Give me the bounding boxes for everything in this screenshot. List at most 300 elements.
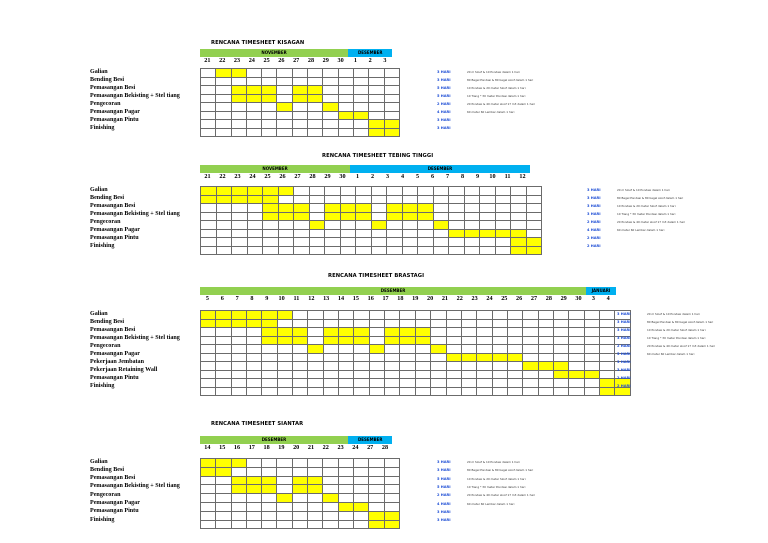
day-number: 10 bbox=[278, 295, 285, 302]
empty-cell bbox=[201, 111, 216, 120]
note-row bbox=[437, 466, 533, 474]
task-label: Pengecoran bbox=[90, 491, 121, 498]
task-label: Pemasangan Pintu bbox=[90, 508, 139, 515]
scheduled-cell bbox=[415, 336, 430, 345]
empty-cell bbox=[584, 319, 599, 328]
empty-cell bbox=[325, 229, 341, 238]
empty-cell bbox=[553, 379, 568, 388]
scheduled-cell bbox=[246, 86, 261, 95]
empty-cell bbox=[293, 353, 308, 362]
empty-cell bbox=[584, 353, 599, 362]
day-number: 9 bbox=[475, 173, 480, 180]
empty-cell bbox=[309, 238, 325, 247]
empty-cell bbox=[201, 246, 217, 255]
task-label: Bending Besi bbox=[90, 466, 125, 473]
empty-cell bbox=[323, 387, 338, 396]
scheduled-cell bbox=[262, 94, 277, 103]
empty-cell bbox=[308, 459, 323, 468]
empty-cell bbox=[369, 485, 384, 494]
empty-cell bbox=[339, 379, 354, 388]
note-row bbox=[617, 382, 647, 390]
empty-cell bbox=[246, 511, 261, 520]
empty-cell bbox=[507, 379, 522, 388]
day-number: 25 bbox=[263, 57, 270, 64]
empty-cell bbox=[338, 69, 353, 78]
empty-cell bbox=[356, 187, 372, 196]
note-text: 60 meter 60 Lembar dalam 1 hari bbox=[647, 352, 695, 356]
scheduled-cell bbox=[246, 94, 261, 103]
task-label: Pemasangan Pintu bbox=[90, 374, 139, 381]
empty-cell bbox=[263, 221, 279, 230]
empty-cell bbox=[433, 238, 449, 247]
day-number: 4 bbox=[606, 295, 610, 302]
day-number: 7 bbox=[235, 295, 239, 302]
day-header-row bbox=[200, 173, 530, 181]
scheduled-cell bbox=[216, 319, 231, 328]
empty-cell bbox=[338, 86, 353, 95]
schedule-title: RENCANA TIMESHEET SIANTAR bbox=[211, 421, 304, 427]
empty-cell bbox=[338, 94, 353, 103]
empty-cell bbox=[449, 212, 465, 221]
table-row bbox=[201, 345, 631, 354]
empty-cell bbox=[246, 459, 261, 468]
scheduled-cell bbox=[278, 212, 294, 221]
empty-cell bbox=[384, 77, 399, 86]
empty-cell bbox=[584, 362, 599, 371]
note-row bbox=[437, 500, 514, 508]
duration-badge: 3 HARI bbox=[437, 126, 451, 130]
empty-cell bbox=[369, 69, 384, 78]
empty-cell bbox=[384, 494, 399, 503]
empty-cell bbox=[308, 467, 323, 476]
empty-cell bbox=[216, 229, 232, 238]
scheduled-cell bbox=[263, 212, 279, 221]
scheduled-cell bbox=[216, 187, 232, 196]
empty-cell bbox=[353, 103, 368, 112]
empty-cell bbox=[323, 459, 338, 468]
empty-cell bbox=[446, 370, 461, 379]
scheduled-cell bbox=[246, 485, 261, 494]
empty-cell bbox=[216, 128, 231, 137]
empty-cell bbox=[526, 212, 542, 221]
empty-cell bbox=[216, 328, 231, 337]
task-label: Finishing bbox=[90, 124, 115, 131]
empty-cell bbox=[325, 246, 341, 255]
empty-cell bbox=[523, 345, 538, 354]
empty-cell bbox=[433, 187, 449, 196]
empty-cell bbox=[339, 387, 354, 396]
scheduled-cell bbox=[277, 311, 292, 320]
day-number: 11 bbox=[293, 295, 300, 302]
scheduled-cell bbox=[340, 204, 356, 213]
empty-cell bbox=[369, 467, 384, 476]
empty-cell bbox=[387, 187, 403, 196]
empty-cell bbox=[277, 86, 292, 95]
empty-cell bbox=[216, 212, 232, 221]
empty-cell bbox=[262, 502, 277, 511]
empty-cell bbox=[277, 370, 292, 379]
table-row bbox=[201, 120, 400, 129]
empty-cell bbox=[277, 345, 292, 354]
day-number: 15 bbox=[219, 444, 226, 451]
empty-cell bbox=[507, 311, 522, 320]
empty-cell bbox=[246, 111, 261, 120]
empty-cell bbox=[338, 467, 353, 476]
empty-cell bbox=[338, 120, 353, 129]
scheduled-cell bbox=[231, 94, 246, 103]
empty-cell bbox=[325, 187, 341, 196]
scheduled-cell bbox=[384, 520, 399, 529]
month-band: NOVEMBER bbox=[200, 165, 350, 173]
empty-cell bbox=[415, 362, 430, 371]
empty-cell bbox=[340, 187, 356, 196]
empty-cell bbox=[277, 476, 292, 485]
scheduled-cell bbox=[599, 379, 614, 388]
day-number: 25 bbox=[501, 295, 508, 302]
empty-cell bbox=[584, 345, 599, 354]
empty-cell bbox=[477, 328, 492, 337]
day-number: 15 bbox=[352, 295, 359, 302]
scheduled-cell bbox=[511, 238, 527, 247]
scheduled-cell bbox=[201, 311, 216, 320]
empty-cell bbox=[247, 362, 262, 371]
empty-cell bbox=[402, 187, 418, 196]
empty-cell bbox=[323, 319, 338, 328]
empty-cell bbox=[340, 195, 356, 204]
month-band: DESEMBER bbox=[348, 436, 392, 444]
empty-cell bbox=[538, 370, 553, 379]
note-text: 60 meter 60 Lembar dalam 1 hari bbox=[617, 228, 665, 232]
empty-cell bbox=[263, 229, 279, 238]
empty-cell bbox=[325, 238, 341, 247]
empty-cell bbox=[323, 467, 338, 476]
scheduled-cell bbox=[247, 311, 262, 320]
scheduled-cell bbox=[507, 353, 522, 362]
empty-cell bbox=[385, 370, 400, 379]
empty-cell bbox=[553, 319, 568, 328]
empty-cell bbox=[201, 221, 217, 230]
empty-cell bbox=[492, 387, 507, 396]
empty-cell bbox=[369, 103, 384, 112]
empty-cell bbox=[369, 94, 384, 103]
empty-cell bbox=[461, 311, 476, 320]
empty-cell bbox=[369, 379, 384, 388]
table-row bbox=[201, 328, 631, 337]
day-number: 3 bbox=[383, 57, 387, 64]
empty-cell bbox=[492, 362, 507, 371]
empty-cell bbox=[292, 467, 307, 476]
scheduled-cell bbox=[384, 120, 399, 129]
empty-cell bbox=[477, 336, 492, 345]
empty-cell bbox=[308, 336, 323, 345]
empty-cell bbox=[309, 187, 325, 196]
empty-cell bbox=[294, 246, 310, 255]
empty-cell bbox=[495, 238, 511, 247]
empty-cell bbox=[353, 494, 368, 503]
empty-cell bbox=[247, 353, 262, 362]
note-row bbox=[617, 342, 715, 350]
scheduled-cell bbox=[511, 246, 527, 255]
empty-cell bbox=[292, 69, 307, 78]
empty-cell bbox=[338, 103, 353, 112]
empty-cell bbox=[356, 229, 372, 238]
empty-cell bbox=[477, 311, 492, 320]
empty-cell bbox=[323, 94, 338, 103]
day-header-row bbox=[200, 444, 392, 452]
empty-cell bbox=[216, 221, 232, 230]
day-number: 6 bbox=[430, 173, 435, 180]
empty-cell bbox=[201, 511, 216, 520]
scheduled-cell bbox=[292, 94, 307, 103]
empty-cell bbox=[461, 328, 476, 337]
note-text: 20 m Sloof & 10 Pondasi dalam 1 hari bbox=[467, 70, 520, 74]
empty-cell bbox=[538, 336, 553, 345]
empty-cell bbox=[369, 311, 384, 320]
empty-cell bbox=[277, 353, 292, 362]
duration-badge: 3 HARI bbox=[617, 336, 631, 340]
duration-badge: 5 HARI bbox=[437, 86, 451, 90]
empty-cell bbox=[523, 353, 538, 362]
empty-cell bbox=[431, 311, 446, 320]
note-text: 80 Begel Pondasi & 80 begel sloof dalam 1 hari bbox=[617, 196, 684, 200]
empty-cell bbox=[338, 520, 353, 529]
empty-cell bbox=[277, 319, 292, 328]
day-number: 24 bbox=[486, 295, 493, 302]
day-number: 21 bbox=[204, 173, 211, 180]
empty-cell bbox=[507, 370, 522, 379]
task-label: Bending Besi bbox=[90, 318, 125, 325]
empty-cell bbox=[216, 86, 231, 95]
note-row bbox=[587, 202, 675, 210]
empty-cell bbox=[449, 187, 465, 196]
scheduled-cell bbox=[201, 467, 216, 476]
scheduled-cell bbox=[247, 187, 263, 196]
day-number: 12 bbox=[308, 295, 315, 302]
empty-cell bbox=[384, 476, 399, 485]
empty-cell bbox=[431, 387, 446, 396]
empty-cell bbox=[262, 362, 277, 371]
empty-cell bbox=[385, 387, 400, 396]
scheduled-cell bbox=[433, 221, 449, 230]
day-number: 21 bbox=[204, 57, 211, 64]
empty-cell bbox=[277, 362, 292, 371]
empty-cell bbox=[461, 387, 476, 396]
empty-cell bbox=[308, 387, 323, 396]
empty-cell bbox=[511, 221, 527, 230]
empty-cell bbox=[371, 204, 387, 213]
empty-cell bbox=[433, 229, 449, 238]
empty-cell bbox=[201, 485, 216, 494]
empty-cell bbox=[371, 238, 387, 247]
schedule-title: RENCANA TIMESHEET TEBING TINGGI bbox=[322, 153, 434, 159]
note-row bbox=[437, 108, 514, 116]
empty-cell bbox=[216, 511, 231, 520]
scheduled-cell bbox=[339, 336, 354, 345]
scheduled-cell bbox=[402, 204, 418, 213]
scheduled-cell bbox=[353, 502, 368, 511]
task-label-column bbox=[90, 458, 196, 524]
day-number: 8 bbox=[460, 173, 465, 180]
empty-cell bbox=[338, 494, 353, 503]
empty-cell bbox=[480, 195, 496, 204]
empty-cell bbox=[464, 212, 480, 221]
duration-badge: 5 HARI bbox=[437, 484, 451, 489]
empty-cell bbox=[431, 379, 446, 388]
scheduled-cell bbox=[584, 370, 599, 379]
scheduled-cell bbox=[371, 221, 387, 230]
empty-cell bbox=[385, 379, 400, 388]
scheduled-cell bbox=[461, 353, 476, 362]
empty-cell bbox=[201, 345, 216, 354]
duration-badge: 3 HARI bbox=[437, 468, 451, 473]
empty-cell bbox=[526, 187, 542, 196]
empty-cell bbox=[477, 345, 492, 354]
scheduled-cell bbox=[526, 246, 542, 255]
empty-cell bbox=[216, 476, 231, 485]
empty-cell bbox=[277, 520, 292, 529]
note-text: 80 Begel Pondasi & 80 begel sloof dalam 1 hari bbox=[647, 320, 714, 324]
empty-cell bbox=[353, 485, 368, 494]
table-row bbox=[201, 94, 400, 103]
note-row bbox=[587, 218, 685, 226]
empty-cell bbox=[387, 195, 403, 204]
empty-cell bbox=[384, 69, 399, 78]
empty-cell bbox=[247, 370, 262, 379]
empty-cell bbox=[246, 77, 261, 86]
empty-cell bbox=[201, 212, 217, 221]
table-row bbox=[201, 229, 542, 238]
empty-cell bbox=[431, 353, 446, 362]
empty-cell bbox=[323, 520, 338, 529]
empty-cell bbox=[353, 86, 368, 95]
empty-cell bbox=[492, 345, 507, 354]
empty-cell bbox=[231, 520, 246, 529]
scheduled-cell bbox=[538, 362, 553, 371]
empty-cell bbox=[369, 336, 384, 345]
empty-cell bbox=[477, 370, 492, 379]
empty-cell bbox=[446, 345, 461, 354]
scheduled-cell bbox=[369, 120, 384, 129]
empty-cell bbox=[247, 336, 262, 345]
empty-cell bbox=[201, 370, 216, 379]
empty-cell bbox=[477, 379, 492, 388]
day-number: 13 bbox=[323, 295, 330, 302]
empty-cell bbox=[415, 370, 430, 379]
day-number: 20 bbox=[426, 295, 434, 302]
empty-cell bbox=[323, 77, 338, 86]
scheduled-cell bbox=[308, 345, 323, 354]
empty-cell bbox=[449, 246, 465, 255]
empty-cell bbox=[369, 387, 384, 396]
empty-cell bbox=[385, 311, 400, 320]
empty-cell bbox=[449, 204, 465, 213]
empty-cell bbox=[433, 212, 449, 221]
scheduled-cell bbox=[263, 187, 279, 196]
duration-badge: 3 HARI bbox=[617, 320, 631, 324]
empty-cell bbox=[446, 328, 461, 337]
empty-cell bbox=[599, 319, 614, 328]
scheduled-cell bbox=[387, 204, 403, 213]
empty-cell bbox=[480, 246, 496, 255]
scheduled-cell bbox=[278, 187, 294, 196]
empty-cell bbox=[538, 379, 553, 388]
empty-cell bbox=[277, 387, 292, 396]
empty-cell bbox=[369, 86, 384, 95]
empty-cell bbox=[201, 520, 216, 529]
empty-cell bbox=[339, 353, 354, 362]
schedule-grid bbox=[200, 310, 631, 396]
note-text: 20 Pondasi & 40 meter sloof 17 m3 dalam 1 hari bbox=[647, 344, 715, 348]
scheduled-cell bbox=[553, 362, 568, 371]
note-row bbox=[587, 194, 683, 202]
task-label: Pemasangan Bekisting + Stel tiang bbox=[90, 92, 180, 99]
empty-cell bbox=[384, 86, 399, 95]
empty-cell bbox=[495, 187, 511, 196]
empty-cell bbox=[569, 328, 584, 337]
scheduled-cell bbox=[308, 94, 323, 103]
day-number: 8 bbox=[250, 295, 254, 302]
empty-cell bbox=[569, 345, 584, 354]
task-label: Finishing bbox=[90, 242, 115, 249]
empty-cell bbox=[323, 502, 338, 511]
scheduled-cell bbox=[523, 362, 538, 371]
empty-cell bbox=[461, 345, 476, 354]
scheduled-cell bbox=[308, 476, 323, 485]
task-label-column bbox=[90, 186, 196, 250]
scheduled-cell bbox=[323, 103, 338, 112]
scheduled-cell bbox=[277, 336, 292, 345]
empty-cell bbox=[507, 362, 522, 371]
table-row bbox=[201, 494, 400, 503]
empty-cell bbox=[418, 238, 434, 247]
empty-cell bbox=[461, 370, 476, 379]
empty-cell bbox=[353, 94, 368, 103]
duration-badge: 2 HARI bbox=[587, 220, 601, 224]
duration-badge: 5 HARI bbox=[617, 352, 631, 356]
day-number: 9 bbox=[265, 295, 269, 302]
day-number: 24 bbox=[249, 173, 256, 180]
scheduled-cell bbox=[262, 311, 277, 320]
empty-cell bbox=[216, 336, 231, 345]
empty-cell bbox=[323, 476, 338, 485]
empty-cell bbox=[216, 238, 232, 247]
empty-cell bbox=[246, 120, 261, 129]
duration-badge: 2 HARI bbox=[437, 102, 451, 106]
empty-cell bbox=[201, 502, 216, 511]
empty-cell bbox=[340, 221, 356, 230]
empty-cell bbox=[353, 128, 368, 137]
empty-cell bbox=[246, 69, 261, 78]
empty-cell bbox=[385, 353, 400, 362]
empty-cell bbox=[538, 328, 553, 337]
empty-cell bbox=[231, 387, 246, 396]
note-text: 80 Begel Pondasi & 80 begel sloof dalam 1 hari bbox=[467, 468, 534, 473]
empty-cell bbox=[480, 204, 496, 213]
duration-badge: 5 HARI bbox=[437, 476, 451, 481]
empty-cell bbox=[262, 387, 277, 396]
empty-cell bbox=[323, 311, 338, 320]
empty-cell bbox=[464, 195, 480, 204]
empty-cell bbox=[492, 319, 507, 328]
day-number: 17 bbox=[382, 295, 389, 302]
task-label-column bbox=[90, 68, 196, 132]
day-number: 4 bbox=[400, 173, 405, 180]
empty-cell bbox=[231, 336, 246, 345]
empty-cell bbox=[278, 229, 294, 238]
empty-cell bbox=[418, 195, 434, 204]
table-row bbox=[201, 246, 542, 255]
empty-cell bbox=[201, 494, 216, 503]
